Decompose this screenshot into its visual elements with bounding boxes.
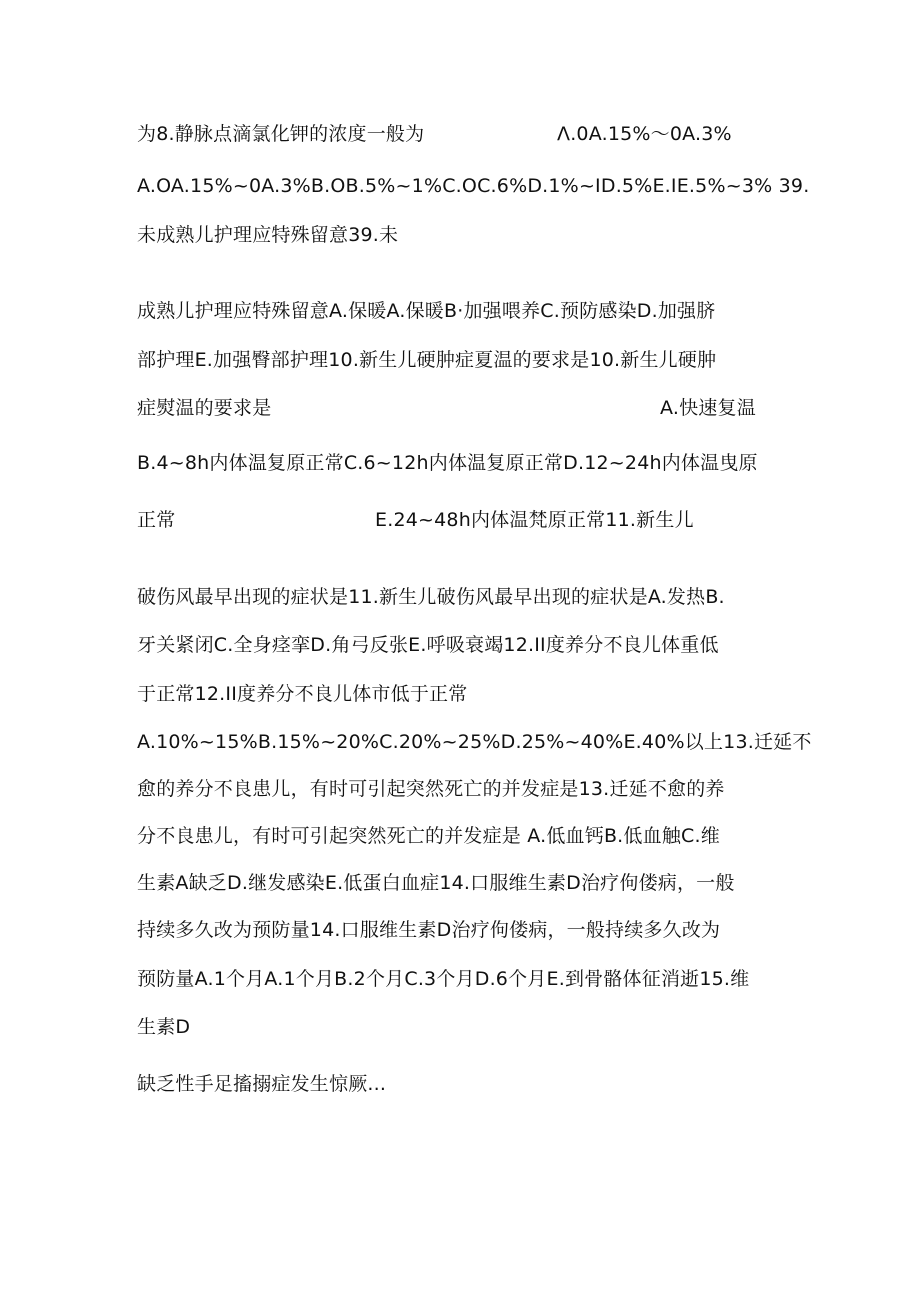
text-line: 于正常12.II度养分不良儿体市低于正常	[137, 683, 468, 705]
text-line: 生素D	[137, 1016, 191, 1038]
text-segment: E.24~48h内体温梵原正常11.新生儿	[375, 509, 694, 531]
text-line: 生素A缺乏D.继发感染E.低蛋白血症14.口服维生素D治疗佝偻病，一般	[137, 872, 735, 894]
text-segment: Λ.0A.15%～0A.3%	[557, 123, 732, 145]
text-line: 缺乏性手足搐搦症发生惊厥...	[137, 1073, 387, 1095]
text-line: 破伤风最早出现的症状是11.新生儿破伤风最早出现的症状是A.发热B.	[137, 586, 725, 608]
text-line: 预防量A.1个月A.1个月B.2个月C.3个月D.6个月E.到骨骼体征消逝15.维	[137, 968, 750, 990]
text-segment: A.快速复温	[660, 397, 756, 419]
text-line	[137, 507, 694, 533]
text-line: A.10%~15%B.15%~20%C.20%~25%D.25%~40%E.40%以上13.迁延不	[137, 731, 812, 753]
text-line: 牙关紧闭C.全身痉挛D.角弓反张E.呼吸衰竭12.II度养分不良儿体重低	[137, 634, 719, 656]
text-line: B.4~8h内体温复原正常C.6~12h内体温复原正常D.12~24h内体温曳原	[137, 452, 758, 474]
text-line: 分不良患儿，有时可引起突然死亡的并发症是 A.低血钙B.低血触C.维	[137, 825, 720, 847]
text-line: 成熟儿护理应特殊留意A.保暖A.保暖B·加强喂养C.预防感染D.加强脐	[137, 300, 716, 322]
text-line	[137, 395, 756, 421]
text-line: 持续多久改为预防量14.口服维生素D治疗佝偻病，一般持续多久改为	[137, 919, 721, 941]
text-line: 未成熟儿护理应特殊留意39.未	[137, 224, 399, 246]
text-segment: 症熨温的要求是	[137, 397, 272, 419]
text-line	[137, 121, 732, 147]
text-line: 部护理E.加强臀部护理10.新生儿硬肿症夏温的要求是10.新生儿硬肿	[137, 349, 717, 371]
text-segment: 为8.静脉点滴氯化钾的浓度一般为	[137, 123, 425, 145]
text-line: A.OA.15%~0A.3%B.OB.5%~1%C.OC.6%D.1%~ID.5%E.IE.5%~3% 39.	[137, 175, 810, 197]
text-line: 愈的养分不良患儿，有时可引起突然死亡的并发症是13.迁延不愈的养	[137, 778, 725, 800]
text-segment: 正常	[137, 509, 176, 531]
